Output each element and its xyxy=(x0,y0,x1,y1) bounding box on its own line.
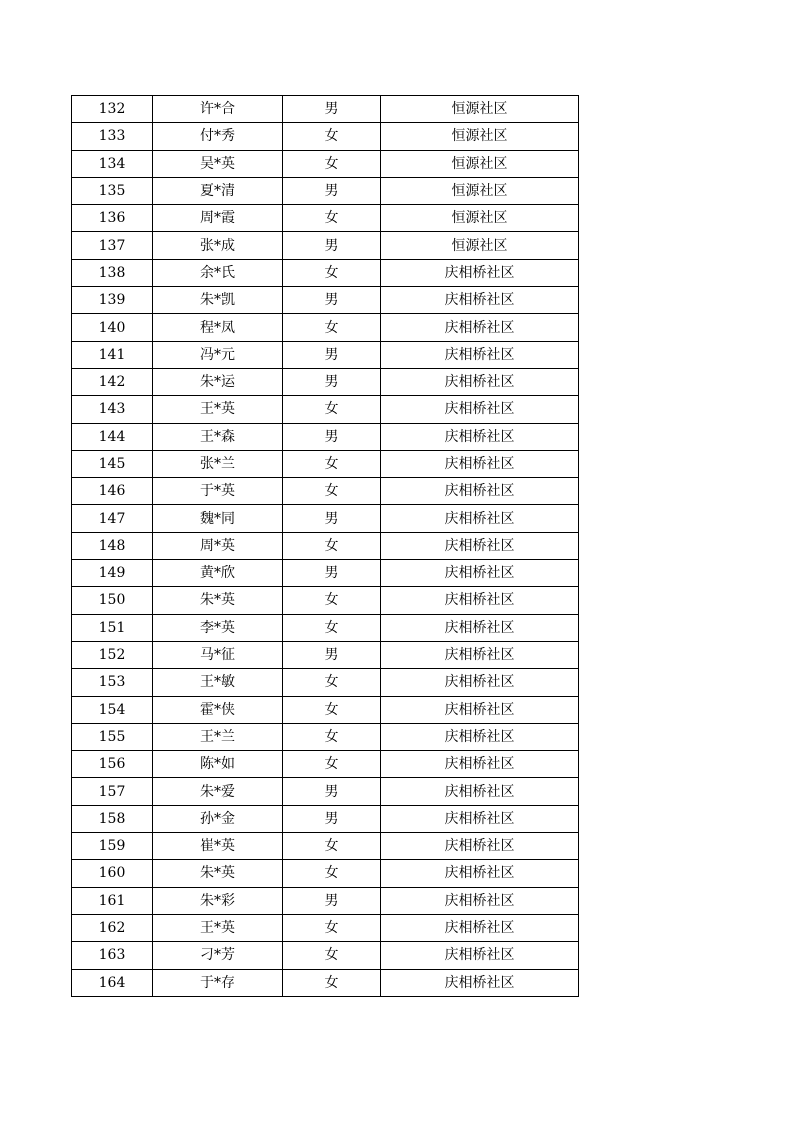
gender-cell: 女 xyxy=(283,860,381,887)
gender-cell: 女 xyxy=(283,314,381,341)
row-number-cell: 161 xyxy=(72,887,153,914)
roster-sheet xyxy=(71,95,579,997)
row-number-cell: 163 xyxy=(72,942,153,969)
gender-cell: 女 xyxy=(283,969,381,996)
name-cell: 王*敏 xyxy=(153,669,283,696)
gender-cell: 女 xyxy=(283,532,381,559)
community-cell: 庆相桥社区 xyxy=(381,423,579,450)
table-row xyxy=(72,177,579,204)
row-number-cell: 152 xyxy=(72,641,153,668)
table-row xyxy=(72,150,579,177)
table-row xyxy=(72,341,579,368)
community-cell: 庆相桥社区 xyxy=(381,314,579,341)
community-cell: 庆相桥社区 xyxy=(381,969,579,996)
name-cell: 于*存 xyxy=(153,969,283,996)
row-number-cell: 157 xyxy=(72,778,153,805)
name-cell: 周*英 xyxy=(153,532,283,559)
gender-cell: 男 xyxy=(283,232,381,259)
row-number-cell: 149 xyxy=(72,560,153,587)
row-number-cell: 154 xyxy=(72,696,153,723)
gender-cell: 女 xyxy=(283,914,381,941)
community-cell: 庆相桥社区 xyxy=(381,396,579,423)
table-row xyxy=(72,560,579,587)
row-number-cell: 138 xyxy=(72,259,153,286)
name-cell: 黄*欣 xyxy=(153,560,283,587)
gender-cell: 男 xyxy=(283,177,381,204)
gender-cell: 女 xyxy=(283,396,381,423)
community-cell: 庆相桥社区 xyxy=(381,505,579,532)
name-cell: 朱*彩 xyxy=(153,887,283,914)
community-cell: 庆相桥社区 xyxy=(381,833,579,860)
table-row xyxy=(72,287,579,314)
gender-cell: 男 xyxy=(283,423,381,450)
table-row xyxy=(72,805,579,832)
row-number-cell: 134 xyxy=(72,150,153,177)
row-number-cell: 160 xyxy=(72,860,153,887)
name-cell: 周*霞 xyxy=(153,205,283,232)
table-row xyxy=(72,396,579,423)
row-number-cell: 144 xyxy=(72,423,153,450)
community-cell: 庆相桥社区 xyxy=(381,805,579,832)
gender-cell: 男 xyxy=(283,368,381,395)
community-cell: 恒源社区 xyxy=(381,96,579,123)
community-cell: 庆相桥社区 xyxy=(381,641,579,668)
name-cell: 王*森 xyxy=(153,423,283,450)
name-cell: 夏*清 xyxy=(153,177,283,204)
row-number-cell: 140 xyxy=(72,314,153,341)
table-row xyxy=(72,887,579,914)
name-cell: 程*凤 xyxy=(153,314,283,341)
name-cell: 王*英 xyxy=(153,914,283,941)
row-number-cell: 148 xyxy=(72,532,153,559)
community-cell: 庆相桥社区 xyxy=(381,450,579,477)
roster-table xyxy=(71,95,579,997)
name-cell: 王*兰 xyxy=(153,723,283,750)
gender-cell: 女 xyxy=(283,833,381,860)
table-row xyxy=(72,723,579,750)
community-cell: 庆相桥社区 xyxy=(381,887,579,914)
gender-cell: 女 xyxy=(283,478,381,505)
table-row xyxy=(72,942,579,969)
row-number-cell: 153 xyxy=(72,669,153,696)
gender-cell: 女 xyxy=(283,751,381,778)
name-cell: 李*英 xyxy=(153,614,283,641)
name-cell: 王*英 xyxy=(153,396,283,423)
gender-cell: 女 xyxy=(283,723,381,750)
name-cell: 崔*英 xyxy=(153,833,283,860)
gender-cell: 女 xyxy=(283,669,381,696)
gender-cell: 男 xyxy=(283,887,381,914)
community-cell: 庆相桥社区 xyxy=(381,368,579,395)
roster-table-body xyxy=(72,96,579,997)
row-number-cell: 135 xyxy=(72,177,153,204)
row-number-cell: 133 xyxy=(72,123,153,150)
gender-cell: 男 xyxy=(283,778,381,805)
community-cell: 庆相桥社区 xyxy=(381,669,579,696)
gender-cell: 女 xyxy=(283,942,381,969)
table-row xyxy=(72,368,579,395)
table-row xyxy=(72,641,579,668)
name-cell: 张*兰 xyxy=(153,450,283,477)
row-number-cell: 151 xyxy=(72,614,153,641)
row-number-cell: 141 xyxy=(72,341,153,368)
community-cell: 庆相桥社区 xyxy=(381,614,579,641)
gender-cell: 女 xyxy=(283,696,381,723)
row-number-cell: 145 xyxy=(72,450,153,477)
name-cell: 吴*英 xyxy=(153,150,283,177)
row-number-cell: 155 xyxy=(72,723,153,750)
row-number-cell: 156 xyxy=(72,751,153,778)
row-number-cell: 137 xyxy=(72,232,153,259)
gender-cell: 女 xyxy=(283,123,381,150)
community-cell: 庆相桥社区 xyxy=(381,259,579,286)
table-row xyxy=(72,232,579,259)
table-row xyxy=(72,751,579,778)
table-row xyxy=(72,259,579,286)
table-row xyxy=(72,969,579,996)
gender-cell: 女 xyxy=(283,450,381,477)
community-cell: 庆相桥社区 xyxy=(381,914,579,941)
name-cell: 于*英 xyxy=(153,478,283,505)
gender-cell: 男 xyxy=(283,641,381,668)
gender-cell: 女 xyxy=(283,259,381,286)
table-row xyxy=(72,587,579,614)
name-cell: 朱*运 xyxy=(153,368,283,395)
row-number-cell: 150 xyxy=(72,587,153,614)
row-number-cell: 162 xyxy=(72,914,153,941)
community-cell: 庆相桥社区 xyxy=(381,860,579,887)
community-cell: 恒源社区 xyxy=(381,232,579,259)
community-cell: 恒源社区 xyxy=(381,150,579,177)
gender-cell: 男 xyxy=(283,287,381,314)
community-cell: 恒源社区 xyxy=(381,177,579,204)
name-cell: 朱*爱 xyxy=(153,778,283,805)
row-number-cell: 158 xyxy=(72,805,153,832)
name-cell: 刁*芳 xyxy=(153,942,283,969)
community-cell: 恒源社区 xyxy=(381,205,579,232)
name-cell: 朱*英 xyxy=(153,860,283,887)
gender-cell: 女 xyxy=(283,150,381,177)
name-cell: 张*成 xyxy=(153,232,283,259)
row-number-cell: 136 xyxy=(72,205,153,232)
name-cell: 冯*元 xyxy=(153,341,283,368)
table-row xyxy=(72,505,579,532)
gender-cell: 女 xyxy=(283,205,381,232)
gender-cell: 男 xyxy=(283,96,381,123)
name-cell: 孙*金 xyxy=(153,805,283,832)
name-cell: 霍*侠 xyxy=(153,696,283,723)
table-row xyxy=(72,833,579,860)
gender-cell: 女 xyxy=(283,614,381,641)
gender-cell: 男 xyxy=(283,560,381,587)
table-row xyxy=(72,205,579,232)
row-number-cell: 143 xyxy=(72,396,153,423)
community-cell: 庆相桥社区 xyxy=(381,587,579,614)
table-row xyxy=(72,860,579,887)
name-cell: 许*合 xyxy=(153,96,283,123)
community-cell: 庆相桥社区 xyxy=(381,942,579,969)
gender-cell: 男 xyxy=(283,805,381,832)
table-row xyxy=(72,450,579,477)
table-row xyxy=(72,314,579,341)
gender-cell: 男 xyxy=(283,505,381,532)
community-cell: 庆相桥社区 xyxy=(381,778,579,805)
community-cell: 庆相桥社区 xyxy=(381,560,579,587)
name-cell: 付*秀 xyxy=(153,123,283,150)
name-cell: 朱*凯 xyxy=(153,287,283,314)
name-cell: 马*征 xyxy=(153,641,283,668)
gender-cell: 男 xyxy=(283,341,381,368)
name-cell: 余*氏 xyxy=(153,259,283,286)
table-row xyxy=(72,96,579,123)
name-cell: 朱*英 xyxy=(153,587,283,614)
community-cell: 恒源社区 xyxy=(381,123,579,150)
table-row xyxy=(72,696,579,723)
row-number-cell: 142 xyxy=(72,368,153,395)
community-cell: 庆相桥社区 xyxy=(381,723,579,750)
community-cell: 庆相桥社区 xyxy=(381,751,579,778)
table-row xyxy=(72,669,579,696)
gender-cell: 女 xyxy=(283,587,381,614)
row-number-cell: 132 xyxy=(72,96,153,123)
table-row xyxy=(72,614,579,641)
community-cell: 庆相桥社区 xyxy=(381,478,579,505)
community-cell: 庆相桥社区 xyxy=(381,287,579,314)
row-number-cell: 164 xyxy=(72,969,153,996)
table-row xyxy=(72,423,579,450)
community-cell: 庆相桥社区 xyxy=(381,341,579,368)
row-number-cell: 139 xyxy=(72,287,153,314)
table-row xyxy=(72,123,579,150)
row-number-cell: 147 xyxy=(72,505,153,532)
community-cell: 庆相桥社区 xyxy=(381,532,579,559)
name-cell: 陈*如 xyxy=(153,751,283,778)
table-row xyxy=(72,532,579,559)
table-row xyxy=(72,914,579,941)
table-row xyxy=(72,778,579,805)
community-cell: 庆相桥社区 xyxy=(381,696,579,723)
row-number-cell: 146 xyxy=(72,478,153,505)
table-row xyxy=(72,478,579,505)
row-number-cell: 159 xyxy=(72,833,153,860)
name-cell: 魏*同 xyxy=(153,505,283,532)
